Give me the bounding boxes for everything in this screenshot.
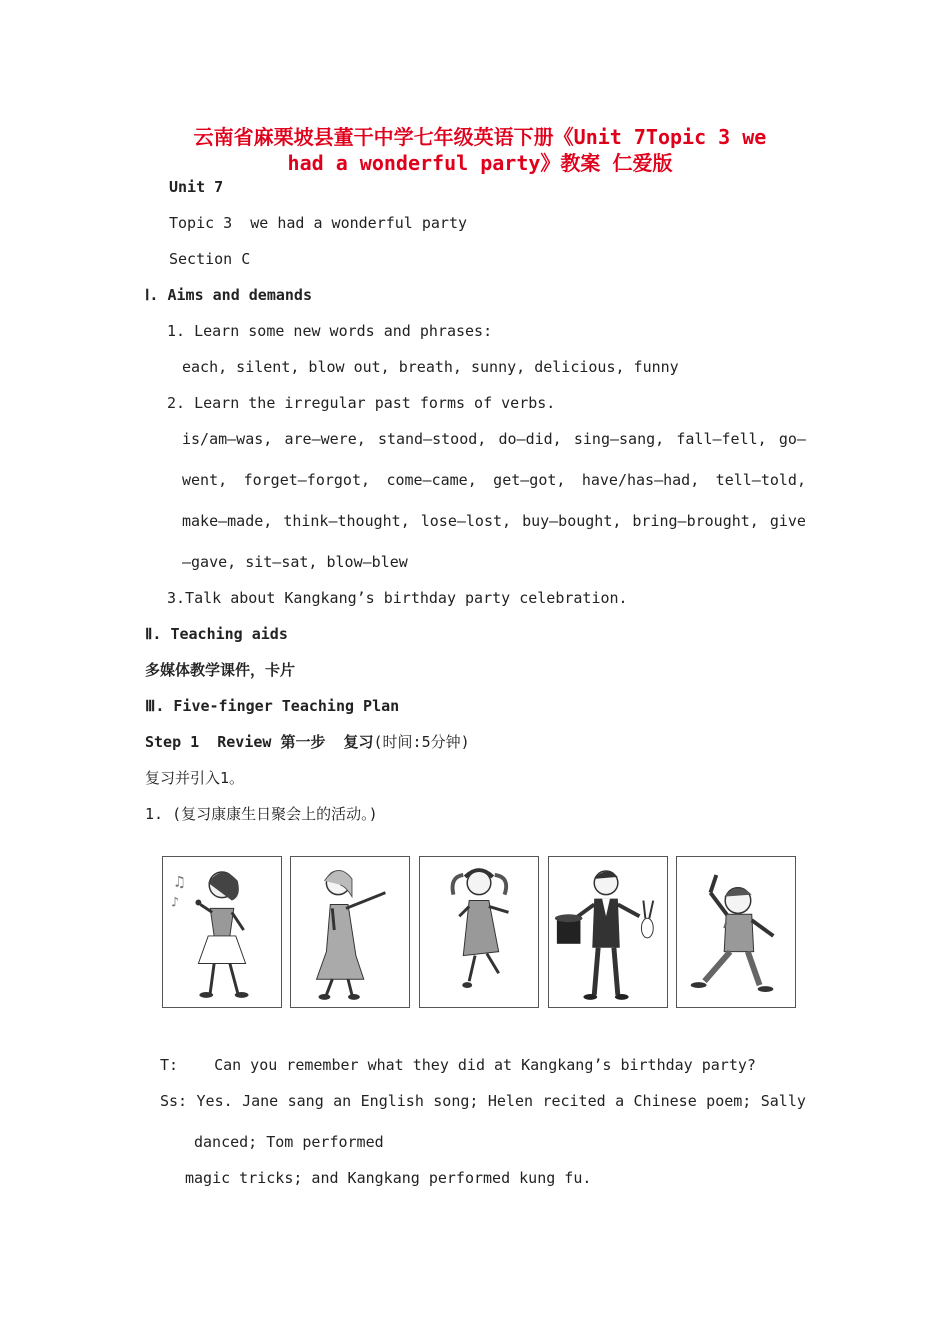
picture-kungfu-boy	[676, 856, 796, 1008]
answer-word: song;	[433, 1092, 479, 1110]
verb-pair: get—got,	[493, 471, 566, 489]
aims-words: each, silent, blow out, breath, sunny, delicious, funny	[182, 358, 679, 376]
dancing-girl-illustration	[420, 857, 538, 1007]
verb-pair: are—were,	[284, 430, 366, 448]
answer-word: Yes.	[196, 1092, 233, 1110]
verb-pair: give	[769, 512, 806, 530]
aids-content: 多媒体教学课件，卡片	[145, 661, 296, 679]
verb-pair: went,	[182, 471, 228, 489]
step-1-time: (时间:5分钟)	[373, 733, 470, 751]
svg-text:♪: ♪	[170, 894, 180, 911]
verbs-row-1	[182, 430, 806, 448]
step-1-line	[145, 733, 470, 751]
verb-pair: do—did,	[498, 430, 562, 448]
verb-pair: have/has—had,	[581, 471, 700, 489]
verbs-row-4: —gave, sit—sat, blow—blew	[182, 553, 408, 571]
aims-item-2: 2. Learn the irregular past forms of verbs.	[167, 394, 556, 412]
topic-label: Topic 3 we had a wonderful party	[169, 214, 468, 232]
document-title-line-1: 云南省麻栗坡县董干中学七年级英语下册《Unit 7Topic 3 we	[193, 125, 767, 149]
students-line-1	[160, 1092, 806, 1110]
answer-word: an	[333, 1092, 352, 1110]
svg-text:♫: ♫	[174, 871, 185, 891]
singing-girl-illustration	[163, 857, 281, 1007]
verb-pair: come—came,	[386, 471, 477, 489]
aims-item-1: 1. Learn some new words and phrases:	[167, 322, 493, 340]
students-line-3: magic tricks; and Kangkang performed kung fu.	[185, 1169, 592, 1187]
answer-word: a	[615, 1092, 625, 1110]
verb-pair: go—	[778, 430, 806, 448]
aids-heading: Ⅱ. Teaching aids	[145, 625, 288, 643]
reciting-girl-illustration	[291, 857, 409, 1007]
verb-pair: forget—forgot,	[243, 471, 371, 489]
teacher-line	[160, 1056, 756, 1074]
verb-pair: buy—bought,	[522, 512, 622, 530]
verb-pair: bring—brought,	[632, 512, 759, 530]
document-title-line-2: had a wonderful party》教案 仁爱版	[287, 151, 673, 175]
picture-dancing-girl	[419, 856, 539, 1008]
verb-pair: is/am—was,	[182, 430, 273, 448]
verb-pair: lose—lost,	[420, 512, 512, 530]
answer-word: Sally	[760, 1092, 806, 1110]
magician-man-illustration	[549, 857, 667, 1007]
kungfu-boy-illustration	[677, 857, 795, 1007]
picture-reciting-girl	[290, 856, 410, 1008]
verb-pair: make—made,	[182, 512, 273, 530]
picture-singing-girl	[162, 856, 282, 1008]
answer-word: poem;	[706, 1092, 752, 1110]
verb-pair: tell—told,	[715, 471, 806, 489]
verbs-row-3	[182, 512, 806, 530]
teacher-question: Can you remember what they did at Kangkang’s birthday party?	[214, 1056, 756, 1074]
students-line-2: danced; Tom performed	[194, 1133, 384, 1151]
picture-magician-man	[548, 856, 668, 1008]
answer-word: Helen	[487, 1092, 534, 1110]
answer-word: recited	[542, 1092, 606, 1110]
aims-item-3: 3.Talk about Kangkang’s birthday party celebration.	[167, 589, 628, 607]
step-1-title: Step 1 Review 第一步 复习	[145, 733, 374, 751]
verb-pair: stand—stood,	[377, 430, 487, 448]
activity-1: 1. (复习康康生日聚会上的活动。)	[145, 805, 378, 823]
verb-pair: sing—sang,	[573, 430, 665, 448]
step-1-intro: 复习并引入1。	[145, 769, 245, 787]
answer-word: sang	[287, 1092, 324, 1110]
aims-heading: Ⅰ. Aims and demands	[145, 286, 312, 304]
answer-word: Chinese	[633, 1092, 697, 1110]
answer-word: Jane	[242, 1092, 279, 1110]
verbs-row-2	[182, 471, 806, 489]
answer-word: English	[360, 1092, 424, 1110]
section-label: Section C	[169, 250, 251, 268]
unit-label: Unit 7	[169, 178, 224, 196]
verb-pair: think—thought,	[283, 512, 410, 530]
plan-heading: Ⅲ. Five-finger Teaching Plan	[145, 697, 400, 715]
answer-word: Ss:	[160, 1092, 188, 1110]
teacher-speaker: T:	[160, 1056, 179, 1074]
verb-pair: fall—fell,	[676, 430, 767, 448]
